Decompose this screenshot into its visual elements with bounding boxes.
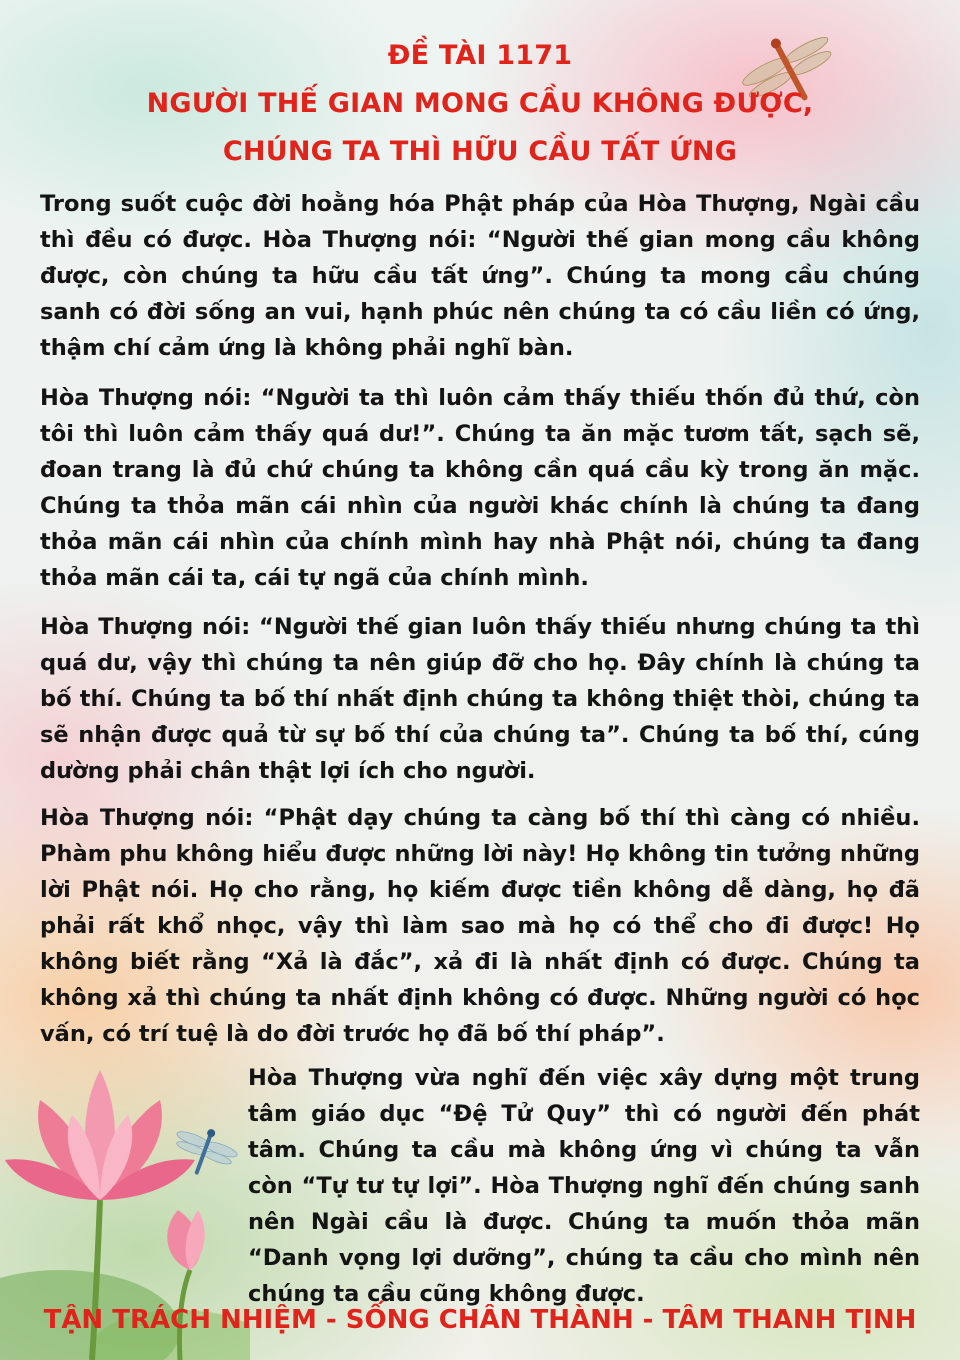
title-topic-number: ĐỀ TÀI 1171 (387, 40, 573, 71)
dragonfly-icon (170, 1120, 240, 1180)
page-title (0, 32, 960, 176)
paragraph-2: Hòa Thượng nói: “Người ta thì luôn cảm thấy thiếu thốn đủ thứ, còn tôi thì luôn cảm thấy quá dư!”. Chúng ta ăn mặc tươm tất, sạch sẽ, đoan trang là đủ chứ chúng ta không cần quá cầu kỳ trong ăn mặc. Chúng ta thỏa mãn cái nhìn của người khác chính là chúng ta đang thỏa mãn cái nhìn của chính mình hay nhà Phật nói, chúng ta đang thỏa mãn cái ta, cái tự ngã của chính mình. (40, 385, 920, 591)
footer-motto: TẬN TRÁCH NHIỆM - SỐNG CHÂN THÀNH - TÂM THANH TỊNH (43, 1305, 917, 1335)
title-line: CHÚNG TA THÌ HỮU CẦU TẤT ỨNG (222, 136, 738, 167)
paragraph-4: Hòa Thượng nói: “Phật dạy chúng ta càng bố thí thì càng có nhiều. Phàm phu không hiểu được những lời này! Họ không tin tưởng những lời Phật nói. Họ cho rằng, họ kiếm được tiền không dễ dàng, họ đã phải rất khổ nhọc, vậy thì làm sao mà họ có thể cho đi được! Họ không biết rằng “Xả là đắc”, xả đi là nhất định có được. Chúng ta không xả thì chúng ta nhất định không có được. Những người có học vấn, có trí tuệ là do đời trước họ đã bố thí pháp”. (40, 805, 920, 1047)
title-line: NGƯỜI THẾ GIAN MONG CẦU KHÔNG ĐƯỢC, (146, 88, 814, 119)
paragraph-3: Hòa Thượng nói: “Người thế gian luôn thấy thiếu nhưng chúng ta thì quá dư, vậy thì chúng ta nên giúp đỡ cho họ. Đây chính là chúng ta bố thí. Chúng ta bố thí nhất định chúng ta không thiệt thòi, chúng ta sẽ nhận được quả từ sự bố thí của chúng ta”. Chúng ta bố thí, cúng dường phải chân thật lợi ích cho người. (40, 614, 920, 784)
paragraph-5: Hòa Thượng vừa nghĩ đến việc xây dựng một trung tâm giáo dục “Đệ Tử Quy” thì có người đến phát tâm. Chúng ta cầu mà không ứng vì chúng ta vẫn còn “Tự tư tự lợi”. Hòa Thượng nghĩ đến chúng sanh nên Ngài cầu là được. Chúng ta muốn thỏa mãn “Danh vọng lợi dưỡng”, chúng ta cầu cho mình nên chúng ta cầu cũng không được. (248, 1065, 920, 1307)
paragraph-1: Trong suốt cuộc đời hoằng hóa Phật pháp của Hòa Thượng, Ngài cầu thì đều có được. Hòa Thượng nói: “Người thế gian mong cầu không được, còn chúng ta hữu cầu tất ứng”. Chúng ta mong cầu chúng sanh có đời sống an vui, hạnh phúc nên chúng ta có cầu liền có ứng, thậm chí cảm ứng là không phải nghĩ bàn. (40, 191, 920, 361)
